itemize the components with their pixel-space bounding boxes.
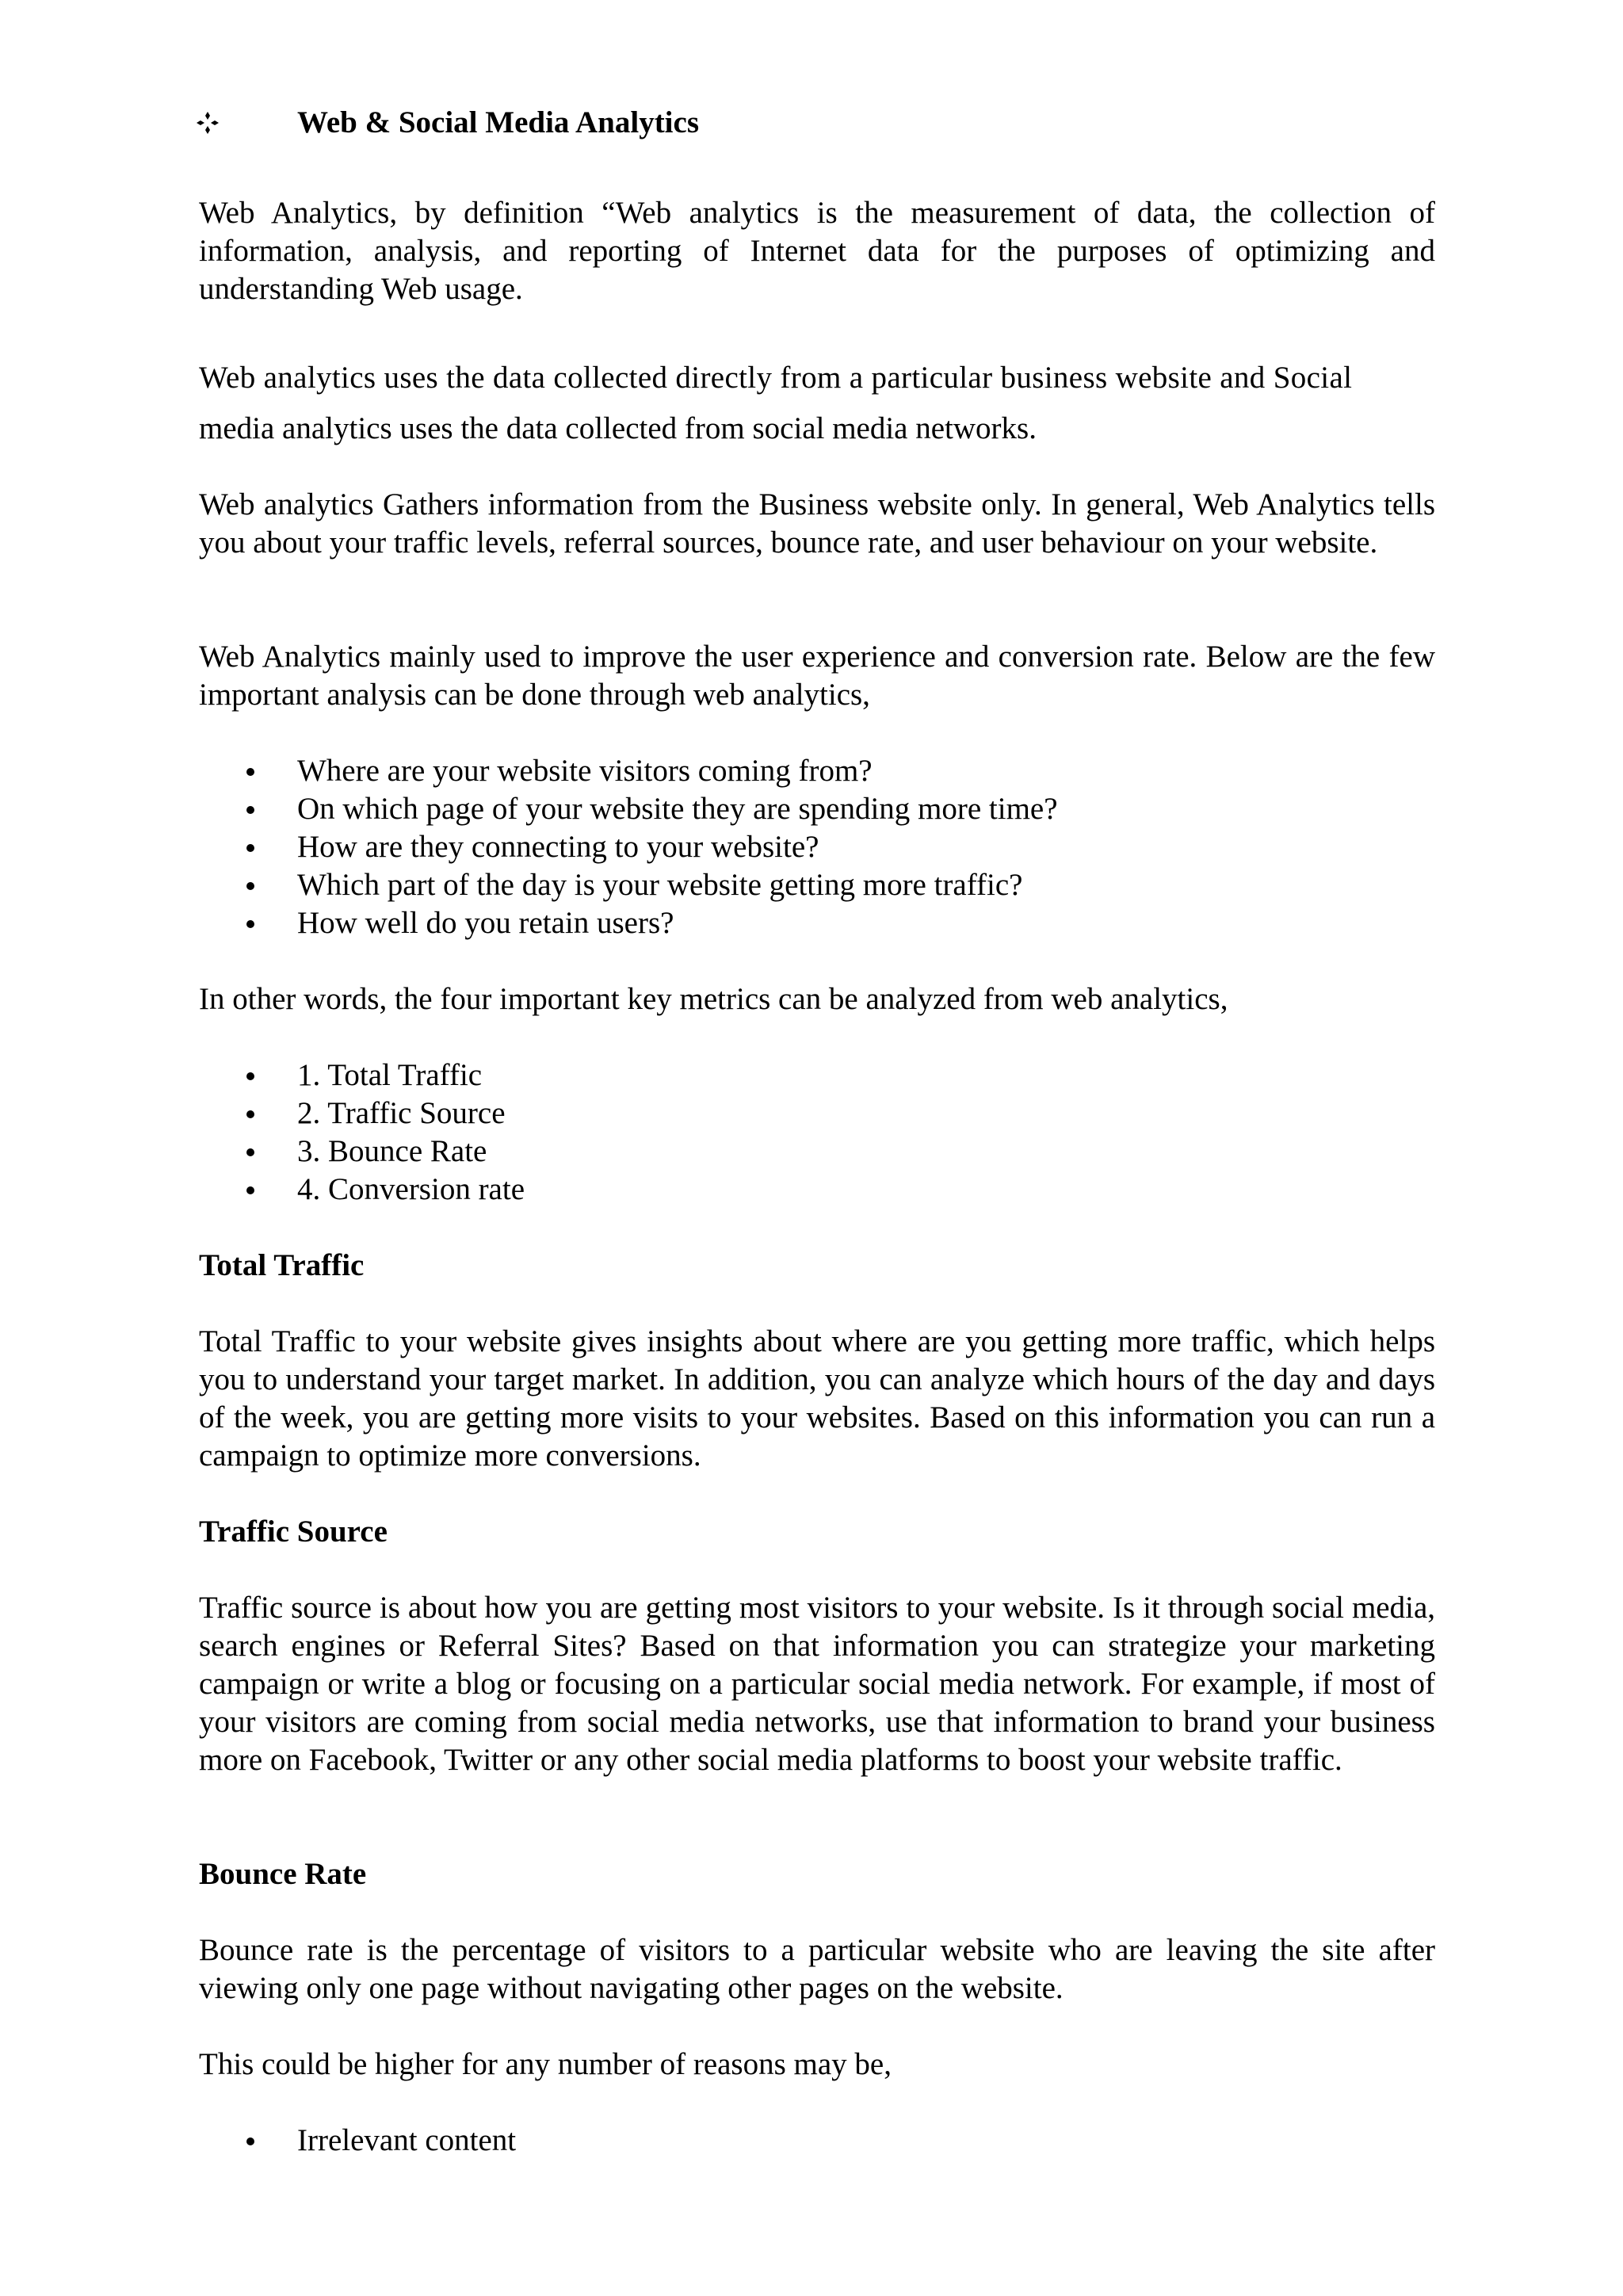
list-item: 3. Bounce Rate bbox=[199, 1133, 525, 1171]
list-item: Where are your website visitors coming from? bbox=[199, 752, 1058, 790]
bullet-dot-icon bbox=[246, 768, 254, 776]
section-heading-bounce-rate: Bounce Rate bbox=[199, 1857, 367, 1891]
bullet-dot-icon bbox=[246, 1072, 254, 1080]
bullet-dot-icon bbox=[246, 2137, 254, 2145]
section-heading-total-traffic: Total Traffic bbox=[199, 1248, 365, 1282]
bullet-dot-icon bbox=[246, 920, 254, 928]
bullet-dot-icon bbox=[246, 806, 254, 814]
paragraph-web-vs-social-line1: Web analytics uses the data collected directly from a particular business website and Social bbox=[199, 361, 1353, 395]
bullet-dot-icon bbox=[246, 882, 254, 890]
paragraph-traffic-source: Traffic source is about how you are getting most visitors to your website. Is it through social media, search engines or Referral Sites? Based on that information you can strategize your marketing campaign or write a blog or focusing on a particular social media network. For example, if most of your visitors are coming from social media networks, use that information to brand your business more on Facebook, Twitter or any other social media platforms to boost your website traffic. bbox=[199, 1591, 1435, 1777]
list-item: How well do you retain users? bbox=[199, 904, 1058, 942]
bullet-dot-icon bbox=[246, 1110, 254, 1118]
bullet-dot-icon bbox=[246, 1186, 254, 1194]
paragraph-definition: Web Analytics, by definition “Web analytics is the measurement of data, the collection of information, analysis, and reporting of Internet data for the purposes of optimizing and understanding Web usage. bbox=[199, 196, 1435, 306]
bullet-dot-icon bbox=[246, 844, 254, 852]
list-item: On which page of your website they are spending more time? bbox=[199, 790, 1058, 828]
paragraph-total-traffic: Total Traffic to your website gives insights about where are you getting more traffic, which helps you to understand your target market. In addition, you can analyze which hours of the day and days of the week, you are getting more visits to your websites. Based on this information you can run a campaign to optimize more conversions. bbox=[199, 1324, 1435, 1473]
section-heading-traffic-source: Traffic Source bbox=[199, 1515, 388, 1549]
paragraph-web-vs-social-line2: media analytics uses the data collected from social media networks. bbox=[199, 411, 1037, 445]
paragraph-reasons-intro: This could be higher for any number of reasons may be, bbox=[199, 2047, 892, 2081]
questions-list bbox=[199, 752, 1058, 942]
paragraph-gathers-info: Web analytics Gathers information from the Business website only. In general, Web Analytics tells you about your traffic levels, referral sources, bounce rate, and user behaviour on your website. bbox=[199, 487, 1435, 560]
list-item: 1. Total Traffic bbox=[199, 1056, 525, 1095]
paragraph-improve-ux: Web Analytics mainly used to improve the user experience and conversion rate. Below are the few important analysis can be done through web analytics, bbox=[199, 640, 1435, 712]
list-item: Which part of the day is your website getting more traffic? bbox=[199, 866, 1058, 904]
reasons-list bbox=[199, 2122, 516, 2160]
list-item: 2. Traffic Source bbox=[199, 1095, 525, 1133]
metrics-list bbox=[199, 1056, 525, 1209]
list-item: Irrelevant content bbox=[199, 2122, 516, 2160]
document-title: Web & Social Media Analytics bbox=[297, 105, 699, 139]
list-item: 4. Conversion rate bbox=[199, 1171, 525, 1209]
paragraph-bounce-rate: Bounce rate is the percentage of visitors to a particular website who are leaving the site after viewing only one page without navigating other pages on the website. bbox=[199, 1933, 1435, 2005]
paragraph-key-metrics-intro: In other words, the four important key metrics can be analyzed from web analytics, bbox=[199, 982, 1228, 1016]
bullet-dot-icon bbox=[246, 1148, 254, 1156]
list-item: How are they connecting to your website? bbox=[199, 828, 1058, 866]
diamond-bullet-icon bbox=[194, 104, 221, 142]
